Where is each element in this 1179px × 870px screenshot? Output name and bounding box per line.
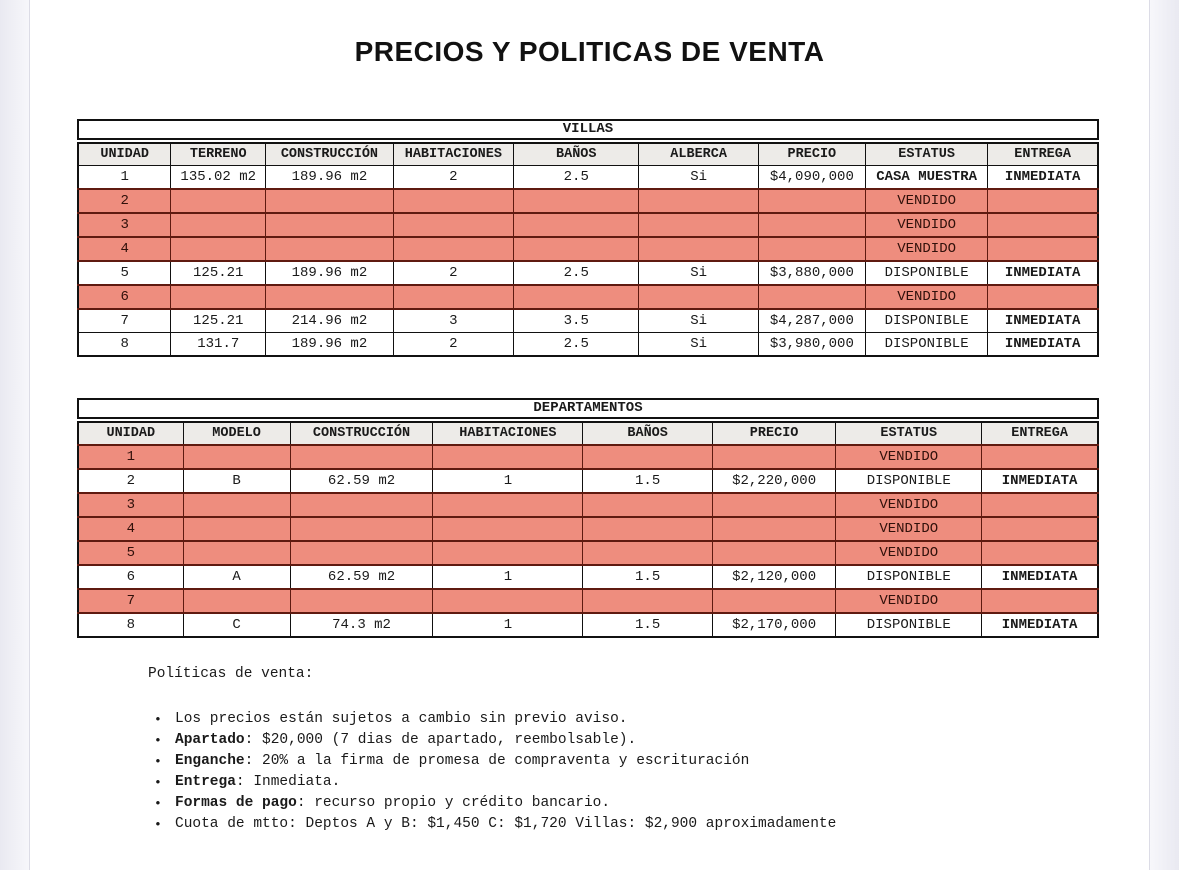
- policies-list: [148, 709, 908, 835]
- table-cell: [433, 445, 583, 469]
- table-cell: 189.96 m2: [266, 166, 394, 190]
- policy-item: [148, 730, 908, 751]
- table-cell: [639, 213, 758, 237]
- table-cell: [758, 213, 865, 237]
- table-cell: [393, 213, 513, 237]
- policy-item: [148, 751, 908, 772]
- table-cell: 2: [78, 469, 183, 493]
- status-badge: VENDIDO: [865, 189, 987, 213]
- table-cell: [988, 237, 1098, 261]
- table-cell: [712, 445, 835, 469]
- col-header-construccion: CONSTRUCCIÓN: [266, 143, 394, 166]
- table-cell: 1.5: [583, 613, 713, 637]
- table-cell: $4,287,000: [758, 309, 865, 333]
- table-cell: 6: [78, 565, 183, 589]
- table-cell: INMEDIATA: [982, 613, 1098, 637]
- table-cell: [290, 445, 433, 469]
- table-cell: 1: [433, 613, 583, 637]
- table-cell: 1: [78, 166, 171, 190]
- table-cell: [514, 285, 639, 309]
- status-badge: DISPONIBLE: [865, 333, 987, 357]
- table-cell: INMEDIATA: [988, 333, 1098, 357]
- table-cell: [514, 237, 639, 261]
- table-cell: [290, 517, 433, 541]
- table-cell: INMEDIATA: [988, 309, 1098, 333]
- table-cell: $2,120,000: [712, 565, 835, 589]
- table-cell: [266, 213, 394, 237]
- table-cell: [982, 493, 1098, 517]
- villas-table-title: VILLAS: [77, 119, 1099, 140]
- table-cell: [982, 517, 1098, 541]
- status-badge: DISPONIBLE: [865, 261, 987, 285]
- status-badge: DISPONIBLE: [836, 613, 982, 637]
- table-cell: [183, 589, 290, 613]
- policy-item: [148, 793, 908, 814]
- table-cell: $3,980,000: [758, 333, 865, 357]
- table-cell: [266, 189, 394, 213]
- table-cell: [514, 189, 639, 213]
- table-cell: [433, 541, 583, 565]
- table-cell: 3.5: [514, 309, 639, 333]
- table-cell: 6: [78, 285, 171, 309]
- table-cell: Si: [639, 166, 758, 190]
- villas-header-row: [78, 143, 1098, 166]
- bullet-icon: •: [154, 712, 162, 727]
- col-header-entrega: ENTREGA: [982, 422, 1098, 445]
- table-cell: [583, 517, 713, 541]
- table-cell: [758, 237, 865, 261]
- table-cell: 2: [78, 189, 171, 213]
- table-cell: Si: [639, 333, 758, 357]
- table-cell: [758, 285, 865, 309]
- table-cell: [290, 541, 433, 565]
- table-row-sold: [78, 237, 1098, 261]
- table-cell: [433, 493, 583, 517]
- status-badge: VENDIDO: [836, 517, 982, 541]
- table-cell: 131.7: [171, 333, 266, 357]
- col-header-banos: BAÑOS: [583, 422, 713, 445]
- table-row-sold: [78, 493, 1098, 517]
- status-badge: VENDIDO: [865, 213, 987, 237]
- table-cell: [514, 213, 639, 237]
- col-header-banos: BAÑOS: [514, 143, 639, 166]
- table-cell: Si: [639, 309, 758, 333]
- table-cell: [393, 189, 513, 213]
- table-cell: C: [183, 613, 290, 637]
- col-header-entrega: ENTREGA: [988, 143, 1098, 166]
- table-cell: [583, 493, 713, 517]
- table-cell: [639, 237, 758, 261]
- table-cell: 7: [78, 589, 183, 613]
- col-header-unidad: UNIDAD: [78, 422, 183, 445]
- policy-text: Cuota de mtto: Deptos A y B: $1,450 C: $1,720 Villas: $2,900 aproximadamente: [175, 816, 837, 832]
- policy-text: : recurso propio y crédito bancario.: [296, 795, 611, 811]
- table-cell: [988, 285, 1098, 309]
- table-row: [78, 613, 1098, 637]
- table-cell: 62.59 m2: [290, 565, 433, 589]
- policy-text: : $20,000 (7 dias de apartado, reembolsable).: [244, 732, 637, 748]
- table-cell: [712, 589, 835, 613]
- table-cell: 135.02 m2: [171, 166, 266, 190]
- table-cell: [982, 445, 1098, 469]
- policies-heading: Políticas de venta:: [148, 666, 314, 682]
- table-row-sold: [78, 213, 1098, 237]
- status-badge: DISPONIBLE: [865, 309, 987, 333]
- table-cell: 7: [78, 309, 171, 333]
- table-cell: 1: [433, 565, 583, 589]
- status-badge: DISPONIBLE: [836, 565, 982, 589]
- col-header-habitaciones: HABITACIONES: [393, 143, 513, 166]
- table-cell: [988, 213, 1098, 237]
- table-row: [78, 261, 1098, 285]
- table-cell: 3: [78, 213, 171, 237]
- table-row-sold: [78, 541, 1098, 565]
- table-cell: 125.21: [171, 309, 266, 333]
- table-cell: 62.59 m2: [290, 469, 433, 493]
- status-badge: VENDIDO: [836, 541, 982, 565]
- policy-label: Apartado: [175, 732, 245, 748]
- table-cell: A: [183, 565, 290, 589]
- table-cell: [183, 445, 290, 469]
- col-header-estatus: ESTATUS: [865, 143, 987, 166]
- col-header-construccion: CONSTRUCCIÓN: [290, 422, 433, 445]
- villas-table-grid: [77, 142, 1099, 357]
- table-cell: $2,170,000: [712, 613, 835, 637]
- table-cell: 2: [393, 333, 513, 357]
- table-row: [78, 333, 1098, 357]
- col-header-modelo: MODELO: [183, 422, 290, 445]
- col-header-terreno: TERRENO: [171, 143, 266, 166]
- table-cell: [433, 589, 583, 613]
- table-cell: [183, 541, 290, 565]
- table-cell: 214.96 m2: [266, 309, 394, 333]
- col-header-habitaciones: HABITACIONES: [433, 422, 583, 445]
- table-row: [78, 166, 1098, 190]
- table-cell: INMEDIATA: [988, 261, 1098, 285]
- policy-label: Enganche: [175, 753, 245, 769]
- table-cell: [583, 589, 713, 613]
- col-header-alberca: ALBERCA: [639, 143, 758, 166]
- table-cell: [393, 237, 513, 261]
- table-cell: [171, 189, 266, 213]
- departamentos-header-row: [78, 422, 1098, 445]
- policy-item: [148, 814, 908, 835]
- table-cell: [171, 213, 266, 237]
- table-cell: 2: [393, 261, 513, 285]
- table-cell: [183, 517, 290, 541]
- bullet-icon: •: [154, 796, 162, 811]
- table-cell: [583, 445, 713, 469]
- bullet-icon: •: [154, 817, 162, 832]
- table-cell: 3: [78, 493, 183, 517]
- table-cell: [982, 541, 1098, 565]
- policy-text: : Inmediata.: [235, 774, 341, 790]
- table-cell: [266, 285, 394, 309]
- sales-policies-section: [148, 666, 908, 835]
- table-cell: 1.5: [583, 469, 713, 493]
- table-row-sold: [78, 189, 1098, 213]
- col-header-estatus: ESTATUS: [836, 422, 982, 445]
- table-row: [78, 469, 1098, 493]
- policy-text: : 20% a la firma de promesa de compraventa y escrituración: [244, 753, 750, 769]
- table-cell: [583, 541, 713, 565]
- table-cell: $2,220,000: [712, 469, 835, 493]
- table-cell: Si: [639, 261, 758, 285]
- table-cell: [290, 589, 433, 613]
- status-badge: VENDIDO: [836, 445, 982, 469]
- table-row-sold: [78, 517, 1098, 541]
- table-row-sold: [78, 285, 1098, 309]
- table-cell: B: [183, 469, 290, 493]
- table-row-sold: [78, 589, 1098, 613]
- policy-label: Entrega: [175, 774, 236, 790]
- table-cell: 1: [78, 445, 183, 469]
- table-row-sold: [78, 445, 1098, 469]
- status-badge: VENDIDO: [865, 237, 987, 261]
- table-cell: 2.5: [514, 261, 639, 285]
- page-right-margin: [1149, 0, 1179, 870]
- table-cell: [712, 541, 835, 565]
- table-cell: 8: [78, 613, 183, 637]
- status-badge: VENDIDO: [836, 589, 982, 613]
- villas-table: [77, 119, 1099, 357]
- table-cell: [171, 285, 266, 309]
- bullet-icon: •: [154, 775, 162, 790]
- table-cell: 4: [78, 237, 171, 261]
- page-title: PRECIOS Y POLITICAS DE VENTA: [354, 36, 825, 67]
- table-cell: 2.5: [514, 166, 639, 190]
- status-badge: CASA MUESTRA: [865, 166, 987, 190]
- table-row: [78, 565, 1098, 589]
- col-header-precio: PRECIO: [758, 143, 865, 166]
- table-cell: 8: [78, 333, 171, 357]
- table-cell: [988, 189, 1098, 213]
- table-cell: 189.96 m2: [266, 261, 394, 285]
- table-cell: 1.5: [583, 565, 713, 589]
- table-cell: [639, 189, 758, 213]
- table-cell: INMEDIATA: [982, 469, 1098, 493]
- table-cell: [639, 285, 758, 309]
- table-cell: 1: [433, 469, 583, 493]
- policy-item: [148, 709, 908, 730]
- table-cell: [183, 493, 290, 517]
- col-header-precio: PRECIO: [712, 422, 835, 445]
- table-cell: 2: [393, 166, 513, 190]
- table-cell: [712, 517, 835, 541]
- departamentos-table-title: DEPARTAMENTOS: [77, 398, 1099, 419]
- table-cell: 2.5: [514, 333, 639, 357]
- departamentos-table-grid: [77, 421, 1099, 638]
- table-cell: INMEDIATA: [982, 565, 1098, 589]
- departamentos-table: [77, 398, 1099, 638]
- bullet-icon: •: [154, 733, 162, 748]
- table-cell: [266, 237, 394, 261]
- table-cell: 74.3 m2: [290, 613, 433, 637]
- table-cell: INMEDIATA: [988, 166, 1098, 190]
- status-badge: VENDIDO: [836, 493, 982, 517]
- table-cell: 5: [78, 541, 183, 565]
- table-cell: $3,880,000: [758, 261, 865, 285]
- page-left-margin: [0, 0, 30, 870]
- table-cell: 5: [78, 261, 171, 285]
- table-cell: [290, 493, 433, 517]
- table-cell: [712, 493, 835, 517]
- bullet-icon: •: [154, 754, 162, 769]
- status-badge: VENDIDO: [865, 285, 987, 309]
- table-cell: 3: [393, 309, 513, 333]
- table-cell: 189.96 m2: [266, 333, 394, 357]
- table-cell: [758, 189, 865, 213]
- table-cell: [982, 589, 1098, 613]
- status-badge: DISPONIBLE: [836, 469, 982, 493]
- table-cell: [171, 237, 266, 261]
- policy-text: Los precios están sujetos a cambio sin previo aviso.: [175, 711, 628, 727]
- table-row: [78, 309, 1098, 333]
- table-cell: 125.21: [171, 261, 266, 285]
- policy-label: Formas de pago: [175, 795, 297, 811]
- table-cell: [433, 517, 583, 541]
- col-header-unidad: UNIDAD: [78, 143, 171, 166]
- policy-item: [148, 772, 908, 793]
- table-cell: $4,090,000: [758, 166, 865, 190]
- table-cell: 4: [78, 517, 183, 541]
- table-cell: [393, 285, 513, 309]
